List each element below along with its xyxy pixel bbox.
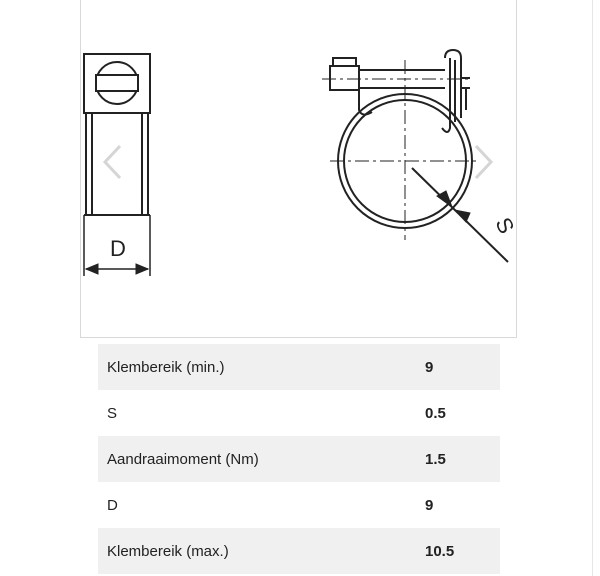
clamp-front-view [330,50,472,228]
chevron-left-icon[interactable] [100,142,124,182]
spec-row [98,436,500,482]
dimension-d-label: D [110,236,126,261]
spec-label: Aandraaimoment (Nm) [107,450,259,468]
spec-label: D [107,496,118,514]
chevron-right-icon[interactable] [472,142,496,182]
spec-row [98,390,500,436]
spec-label: Klembereik (min.) [107,358,225,376]
spec-row [98,482,500,528]
spec-row [98,528,500,574]
spec-value: 9 [425,358,434,376]
spec-value: 9 [425,496,434,514]
spec-label: Klembereik (max.) [107,542,229,560]
spec-value: 10.5 [425,542,455,560]
spec-row [98,344,500,390]
dimension-s-leader [412,168,508,262]
spec-label: S [107,404,118,422]
specifications-table [98,344,500,574]
spec-value: 1.5 [425,450,446,468]
spec-value: 0.5 [425,404,446,422]
dimension-s-label: S [490,213,520,238]
